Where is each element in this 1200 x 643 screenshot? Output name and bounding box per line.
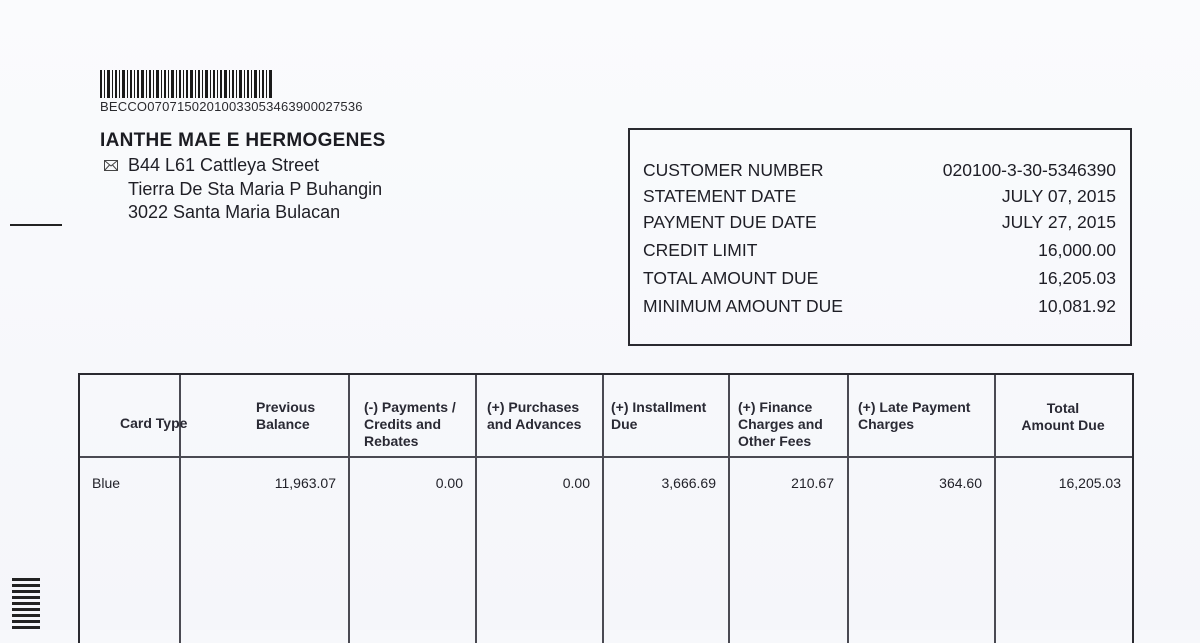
header-installment-due: (+) Installment Due [611,399,707,432]
column-divider [728,375,730,643]
summary-row-customer-number [643,160,1116,184]
address-line-3: 3022 Santa Maria Bulacan [128,202,341,222]
summary-label: MINIMUM AMOUNT DUE [643,296,843,316]
summary-label: TOTAL AMOUNT DUE [643,268,819,288]
statement-summary-box [628,128,1132,346]
summary-value: 10,081.92 [1038,296,1116,316]
cell-card-type: Blue [92,475,121,491]
column-divider [602,375,604,643]
header-late-payment-charges: (+) Late Payment Charges [858,399,971,432]
cell-installment: 3,666.69 [661,475,716,491]
barcode-number: BECCO07071502010033053463900027536 [100,99,363,114]
cell-payments: 0.00 [435,475,463,491]
summary-label: PAYMENT DUE DATE [643,212,817,232]
column-divider [348,375,350,643]
summary-value: JULY 07, 2015 [1001,186,1116,206]
summary-row-payment-due-date [643,212,1116,236]
summary-label: STATEMENT DATE [643,186,797,206]
account-summary-table [78,373,1134,643]
column-divider [994,375,996,643]
cell-finance-charges: 210.67 [791,475,834,491]
summary-row-total-amount-due [643,268,1116,292]
summary-value: JULY 27, 2015 [1001,212,1116,232]
summary-row-minimum-amount-due [643,296,1116,320]
summary-value: 020100-3-30-5346390 [942,160,1116,180]
summary-value: 16,000.00 [1038,240,1116,260]
summary-value: 16,205.03 [1038,268,1116,288]
edge-barcode-strip [12,578,40,630]
summary-label: CUSTOMER NUMBER [643,160,824,180]
header-previous-balance: Previous Balance [256,399,316,432]
cell-late-payment: 364.60 [939,475,982,491]
cell-previous-balance: 11,963.07 [274,475,336,491]
fold-mark [10,224,62,226]
header-divider [80,456,1132,458]
cell-purchases: 0.00 [562,475,590,491]
header-payments-credits-rebates: (-) Payments / Credits and Rebates [364,399,456,449]
customer-name: IANTHE MAE E HERMOGENES [100,130,386,151]
header-card-type: Card Type [120,415,188,431]
header-purchases-advances: (+) Purchases and Advances [487,399,582,432]
summary-row-credit-limit [643,240,1116,264]
address-line-2: Tierra De Sta Maria P Buhangin [128,179,383,199]
address-line-1: B44 L61 Cattleya Street [128,155,320,175]
summary-label: CREDIT LIMIT [643,240,758,260]
summary-row-statement-date [643,186,1116,210]
header-total-amount-due: Total Amount Due [1021,400,1105,433]
column-divider [475,375,477,643]
mail-barcode [100,70,272,98]
header-finance-charges: (+) Finance Charges and Other Fees [738,399,823,449]
cell-total-amount-due: 16,205.03 [1058,475,1121,491]
column-divider [847,375,849,643]
envelope-icon [104,160,118,171]
